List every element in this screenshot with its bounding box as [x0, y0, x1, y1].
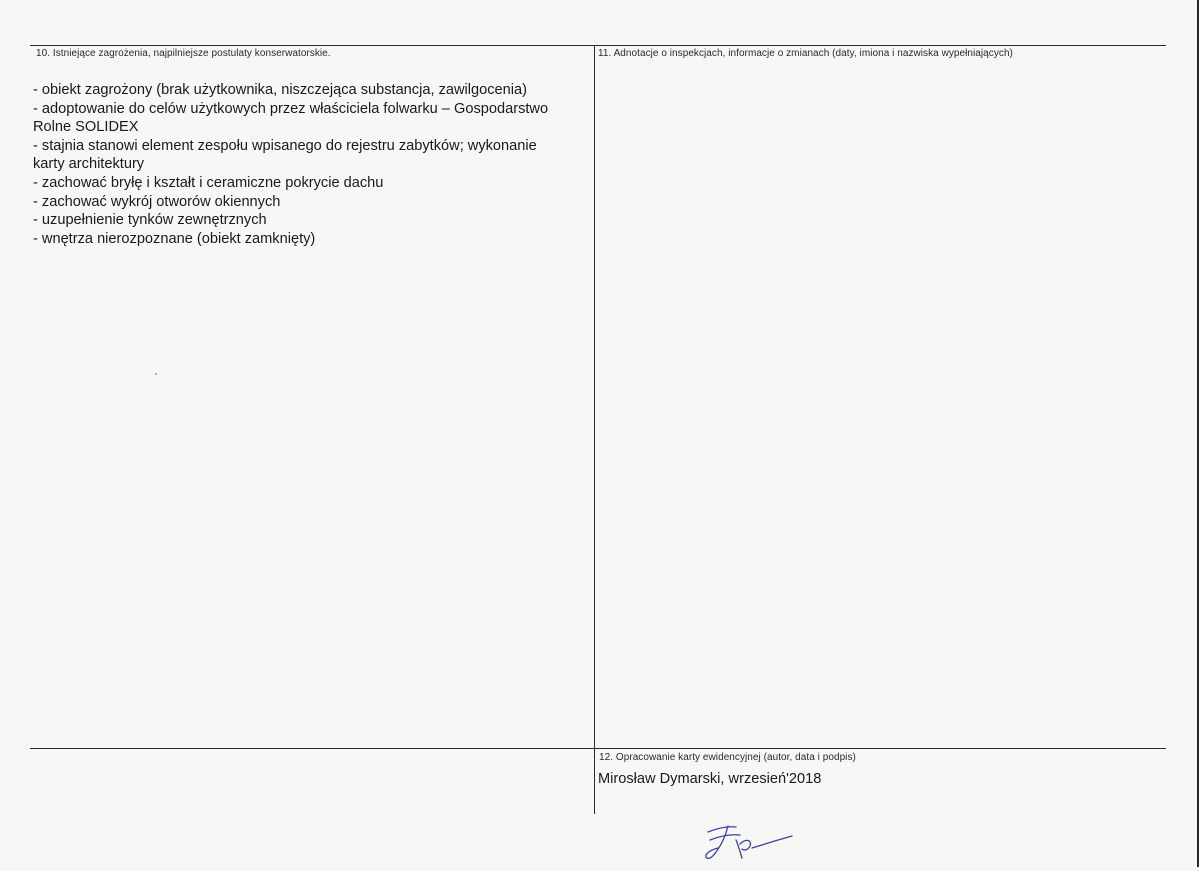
threat-line: - zachować bryłę i kształt i ceramiczne pokrycie dachu: [33, 174, 384, 191]
threat-line: - adoptowanie do celów użytkowych przez właściciela folwarku – Gospodarstwo: [33, 100, 549, 117]
author-date: Mirosław Dymarski, wrzesień'2018: [598, 771, 822, 787]
signature: [700, 818, 810, 871]
threat-line: - wnętrza nierozpoznane (obiekt zamknięty): [33, 230, 316, 247]
section-12-label: 12. Opracowanie karty ewidencyjnej (autor, data i podpis): [599, 752, 856, 763]
threat-line: - stajnia stanowi element zespołu wpisanego do rejestru zabytków; wykonanie: [33, 137, 537, 154]
column-divider: [594, 45, 595, 814]
threat-line: Rolne SOLIDEX: [33, 119, 139, 136]
bottom-rule: [30, 748, 1166, 749]
threat-line: - uzupełnienie tynków zewnętrznych: [33, 212, 267, 229]
scan-speck: [155, 373, 157, 375]
section-10-label: 10. Istniejące zagrożenia, najpilniejsze postulaty konserwatorskie.: [36, 48, 331, 59]
top-rule: [30, 45, 1166, 46]
signature-drawing: [700, 818, 810, 866]
section-10-content: [33, 81, 548, 248]
section-11-label: 11. Adnotacje o inspekcjach, informacje o zmianach (daty, imiona i nazwiska wypełniających): [598, 48, 1013, 59]
threat-line: - obiekt zagrożony (brak użytkownika, niszczejąca substancja, zawilgocenia): [33, 82, 527, 98]
threat-line: - zachować wykrój otworów okiennych: [33, 193, 281, 210]
threat-line: karty architektury: [33, 156, 145, 173]
